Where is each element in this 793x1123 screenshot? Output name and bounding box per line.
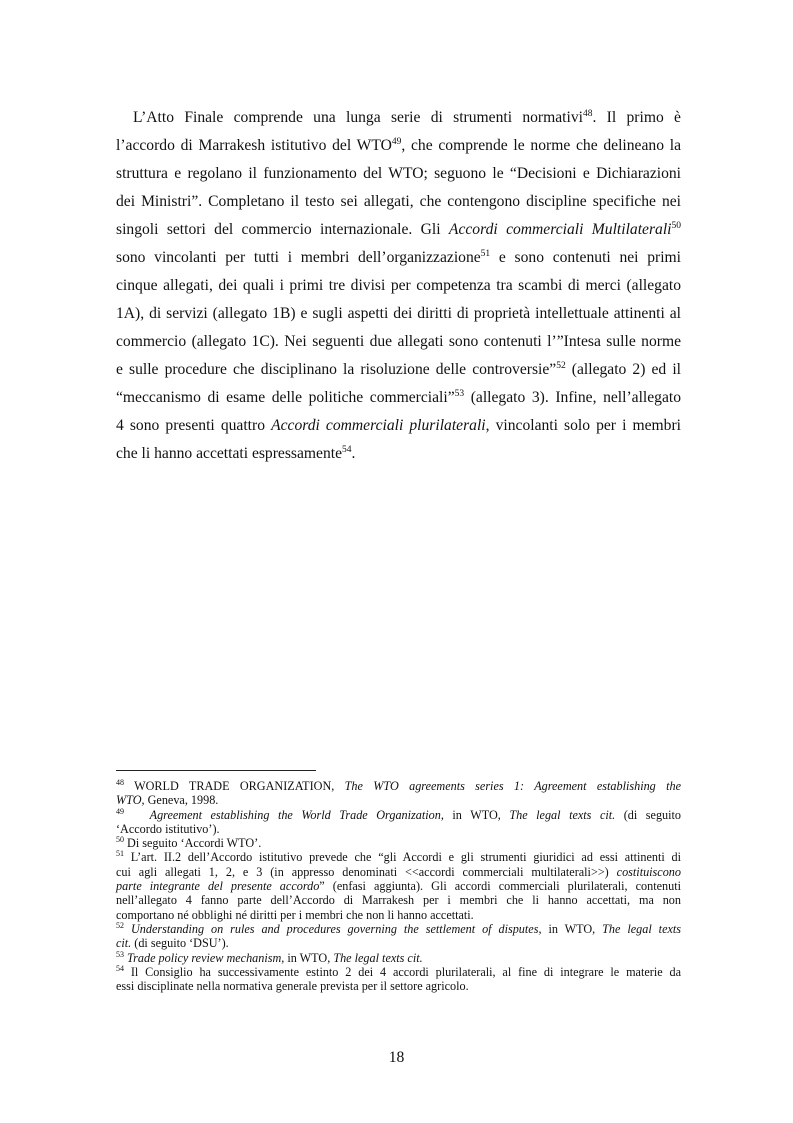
body-line: l’accordo di Marrakesh istitutivo del WTO$^{49}$, che comprende le norme che delineano la: [116, 136, 681, 154]
body-line: L’Atto Finale comprende una lunga serie di strumenti normativi$^{48}$. Il primo è: [133, 108, 681, 126]
footnote-line: nell’allegato 4 fanno parte dell’Accordo di Marrakesh per i membri che li hanno accettati, ma non: [116, 893, 681, 908]
footnote-line: $^{49}$ Agreement establishing the World Trade Organization, in WTO, The legal texts cit. (di seguito: [116, 806, 682, 822]
footnote-line: $^{52}$ Understanding on rules and procedures governing the settlement of disputes, in WTO, The legal texts: [116, 920, 682, 936]
footnote-line: cit. (di seguito ‘DSU’).: [116, 936, 229, 951]
footnote-line: $^{48}$ WORLD TRADE ORGANIZATION, The WTO agreements series 1: Agreement establishing the: [116, 777, 681, 793]
footnote-line: essi disciplinate nella normativa generale prevista per il settore agricolo.: [116, 979, 469, 994]
footnote-line: cui agli allegati 1, 2, e 3 (in appresso denominati <<accordi commerciali multilaterali>>) costituiscono: [116, 864, 681, 879]
footnote-line: $^{53}$ Trade policy review mechanism, in WTO, The legal texts cit.: [116, 949, 423, 965]
body-line: 4 sono presenti quattro Accordi commerciali plurilaterali, vincolanti solo per i membri: [116, 417, 681, 434]
body-line: struttura e regolano il funzionamento del WTO; seguono le “Decisioni e Dichiarazioni: [116, 165, 681, 182]
footnotes-section: [116, 779, 681, 993]
body-line: “meccanismo di esame delle politiche commerciali”$^{53}$ (allegato 3). Infine, nell’allegato: [116, 388, 682, 406]
body-line: 1A), di servizi (allegato 1B) e sugli aspetti dei diritti di proprietà intellettuale attinenti al: [116, 305, 681, 322]
body-line: commercio (allegato 1C). Nei seguenti due allegati sono contenuti l’”Intesa sulle norme: [116, 333, 681, 350]
footnote-line: comportano né obblighi né diritti per i membri che non li hanno accettati.: [116, 907, 474, 922]
body-line: cinque allegati, dei quali i primi tre divisi per competenza tra scambi di merci (allegato: [116, 277, 681, 294]
footnote-line: parte integrante del presente accordo” (enfasi aggiunta). Gli accordi commerciali plurilaterali, contenuti: [116, 879, 681, 894]
footnote-line: $^{54}$ Il Consiglio ha successivamente estinto 2 dei 4 accordi plurilaterali, al fine di integrare le materie da: [116, 963, 681, 979]
body-line: sono vincolanti per tutti i membri dell’organizzazione$^{51}$ e sono contenuti nei primi: [116, 248, 682, 266]
footnote-line: WTO, Geneva, 1998.: [116, 793, 219, 808]
footnote-line: $^{51}$ L’art. II.2 dell’Accordo istitutivo prevede che “gli Accordi e gli strumenti giuridici ad essi attinenti di: [116, 849, 681, 865]
footnote-line: ‘Accordo istitutivo’).: [116, 821, 220, 836]
footnote-separator: [116, 770, 316, 771]
body-line: dei Ministri”. Completano il testo sei allegati, che contengono discipline specifiche nei: [116, 193, 681, 210]
footnote-line: $^{50}$ Di seguito ‘Accordi WTO’.: [116, 835, 262, 851]
page-number: 18: [388, 1049, 405, 1066]
body-line: che li hanno accettati espressamente$^{54}$.: [116, 444, 356, 462]
body-paragraph: [116, 104, 681, 468]
body-line: singoli settori del commercio internazionale. Gli Accordi commerciali Multilaterali$^{50}$: [116, 220, 681, 238]
body-line: e sulle procedure che disciplinano la risoluzione delle controversie”$^{52}$ (allegato 2) ed il: [116, 360, 681, 378]
